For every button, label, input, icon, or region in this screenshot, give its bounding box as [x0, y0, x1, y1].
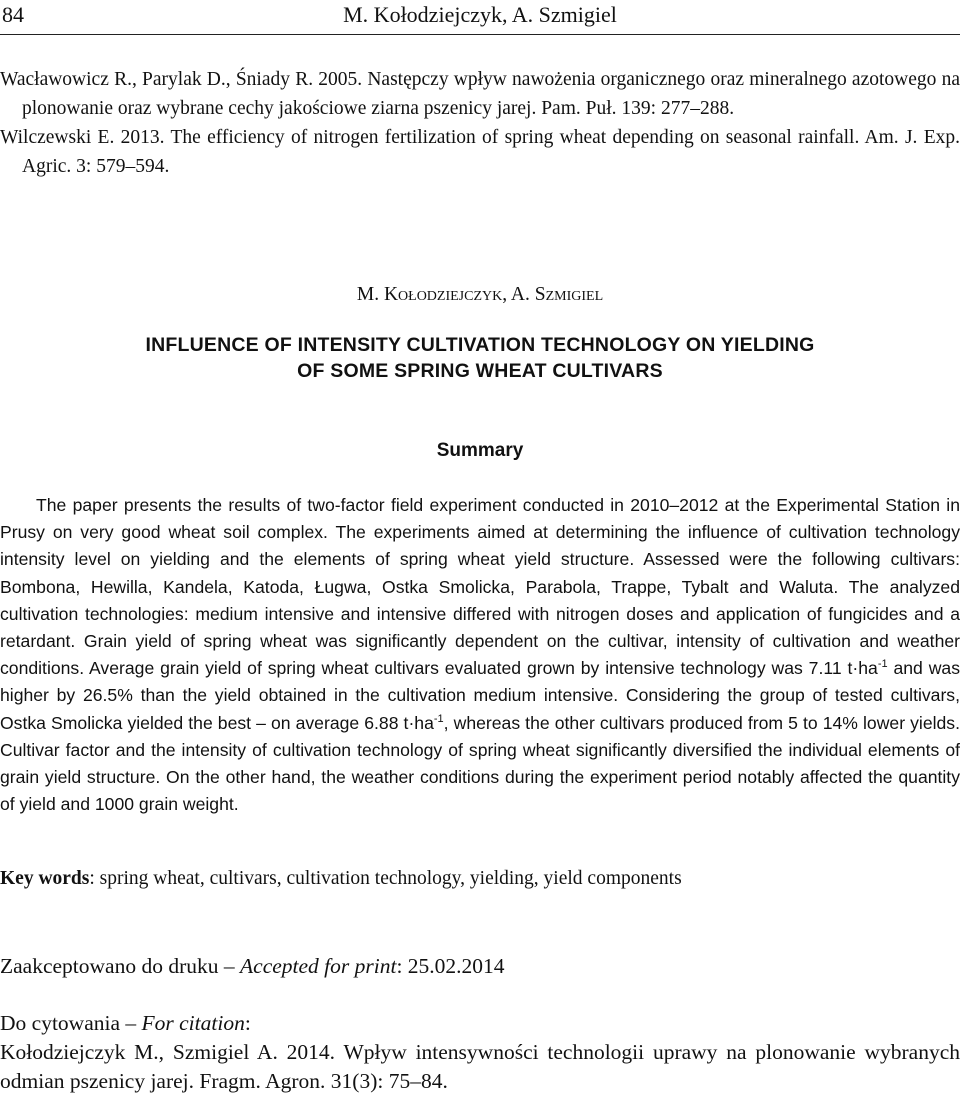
accepted-line [0, 951, 960, 981]
page-header [0, 0, 960, 35]
reference-item: Wacławowicz R., Parylak D., Śniady R. 2005. Następczy wpływ nawożenia organicznego oraz mineralnego azotowego na plonowanie oraz wybrane cechy jakościowe ziarna pszenicy jarej. Pam. Puł. 139: 277–288. [0, 69, 960, 119]
running-title: M. Kołodziejczyk, A. Szmigiel [343, 2, 617, 27]
keywords [0, 865, 960, 893]
reference-item: Wilczewski E. 2013. The efficiency of nitrogen fertilization of spring wheat depending on seasonal rainfall. Am. J. Exp. Agric. 3: 579–594. [0, 127, 960, 177]
reference-list [0, 65, 960, 181]
citation-en: For citation [141, 1011, 245, 1035]
authors: M. Kołodziejczyk, A. Szmigiel [356, 284, 604, 305]
citation-pl: Do cytowania [0, 1011, 121, 1035]
summary-heading: Summary [436, 440, 524, 461]
keywords-text: : spring wheat, cultivars, cultivation technology, yielding, yield components [89, 868, 682, 889]
citation-dash: – [120, 1011, 142, 1035]
title-line: INFLUENCE OF INTENSITY CULTIVATION TECHNOLOGY ON YIELDING [145, 334, 815, 356]
superscript: -1 [433, 712, 444, 725]
keywords-label: Key words [0, 868, 90, 889]
abstract-part: , whereas the other cultivars produced from 5 to 14% lower yields. Cultivar factor and the intensity of cultivation technology of spring wheat significantly diversified the individual elements of grain yield structure. On the other hand, the weather conditions during the experiment period notably affected the quantity of yield and 1000 grain weight. [0, 712, 960, 815]
page-number: 84 [2, 2, 24, 27]
superscript: -1 [877, 658, 888, 671]
abstract-part: and was higher by 26.5% than the yield obtained in the cultivation medium intensive. Considering the group of tested cultivars, Ostka Smolicka yielded the best – on average 6.88 t·ha [0, 658, 960, 733]
abstract-text [0, 492, 960, 818]
accepted-dash: – [218, 954, 241, 978]
citation-heading [0, 1008, 960, 1038]
accepted-en: Accepted for print [240, 954, 397, 978]
accepted-pl: Zaakceptowano do druku [0, 954, 219, 978]
title-line: OF SOME SPRING WHEAT CULTIVARS [297, 360, 663, 382]
citation-text: Kołodziejczyk M., Szmigiel A. 2014. Wpływ intensywności technologii uprawy na plonowanie wybranych odmian pszenicy jarej. Fragm. Agron. 31(3): 75–84. [0, 1040, 960, 1093]
abstract-part: The paper presents the results of two-factor field experiment conducted in 2010–2012 at the Experimental Station in Prusy on very good wheat soil complex. The experiments aimed at determining the influence of cultivation technology intensity level on yielding and the elements of spring wheat yield structure. Assessed were the following cultivars: Bombona, Hewilla, Kandela, Katoda, Ługwa, Ostka Smolicka, Parabola, Trappe, Tybalt and Waluta. The analyzed cultivation technologies: medium intensive and intensive differed with nitrogen doses and application of fungicides and a retardant. Grain yield of spring wheat was significantly dependent on the cultivar, intensity of cultivation and weather conditions. Average grain yield of spring wheat cultivars evaluated grown by intensive technology was 7.11 t·ha [0, 495, 960, 679]
citation-colon: : [244, 1011, 251, 1035]
article-title [0, 332, 960, 384]
accepted-date: : 25.02.2014 [396, 954, 505, 978]
